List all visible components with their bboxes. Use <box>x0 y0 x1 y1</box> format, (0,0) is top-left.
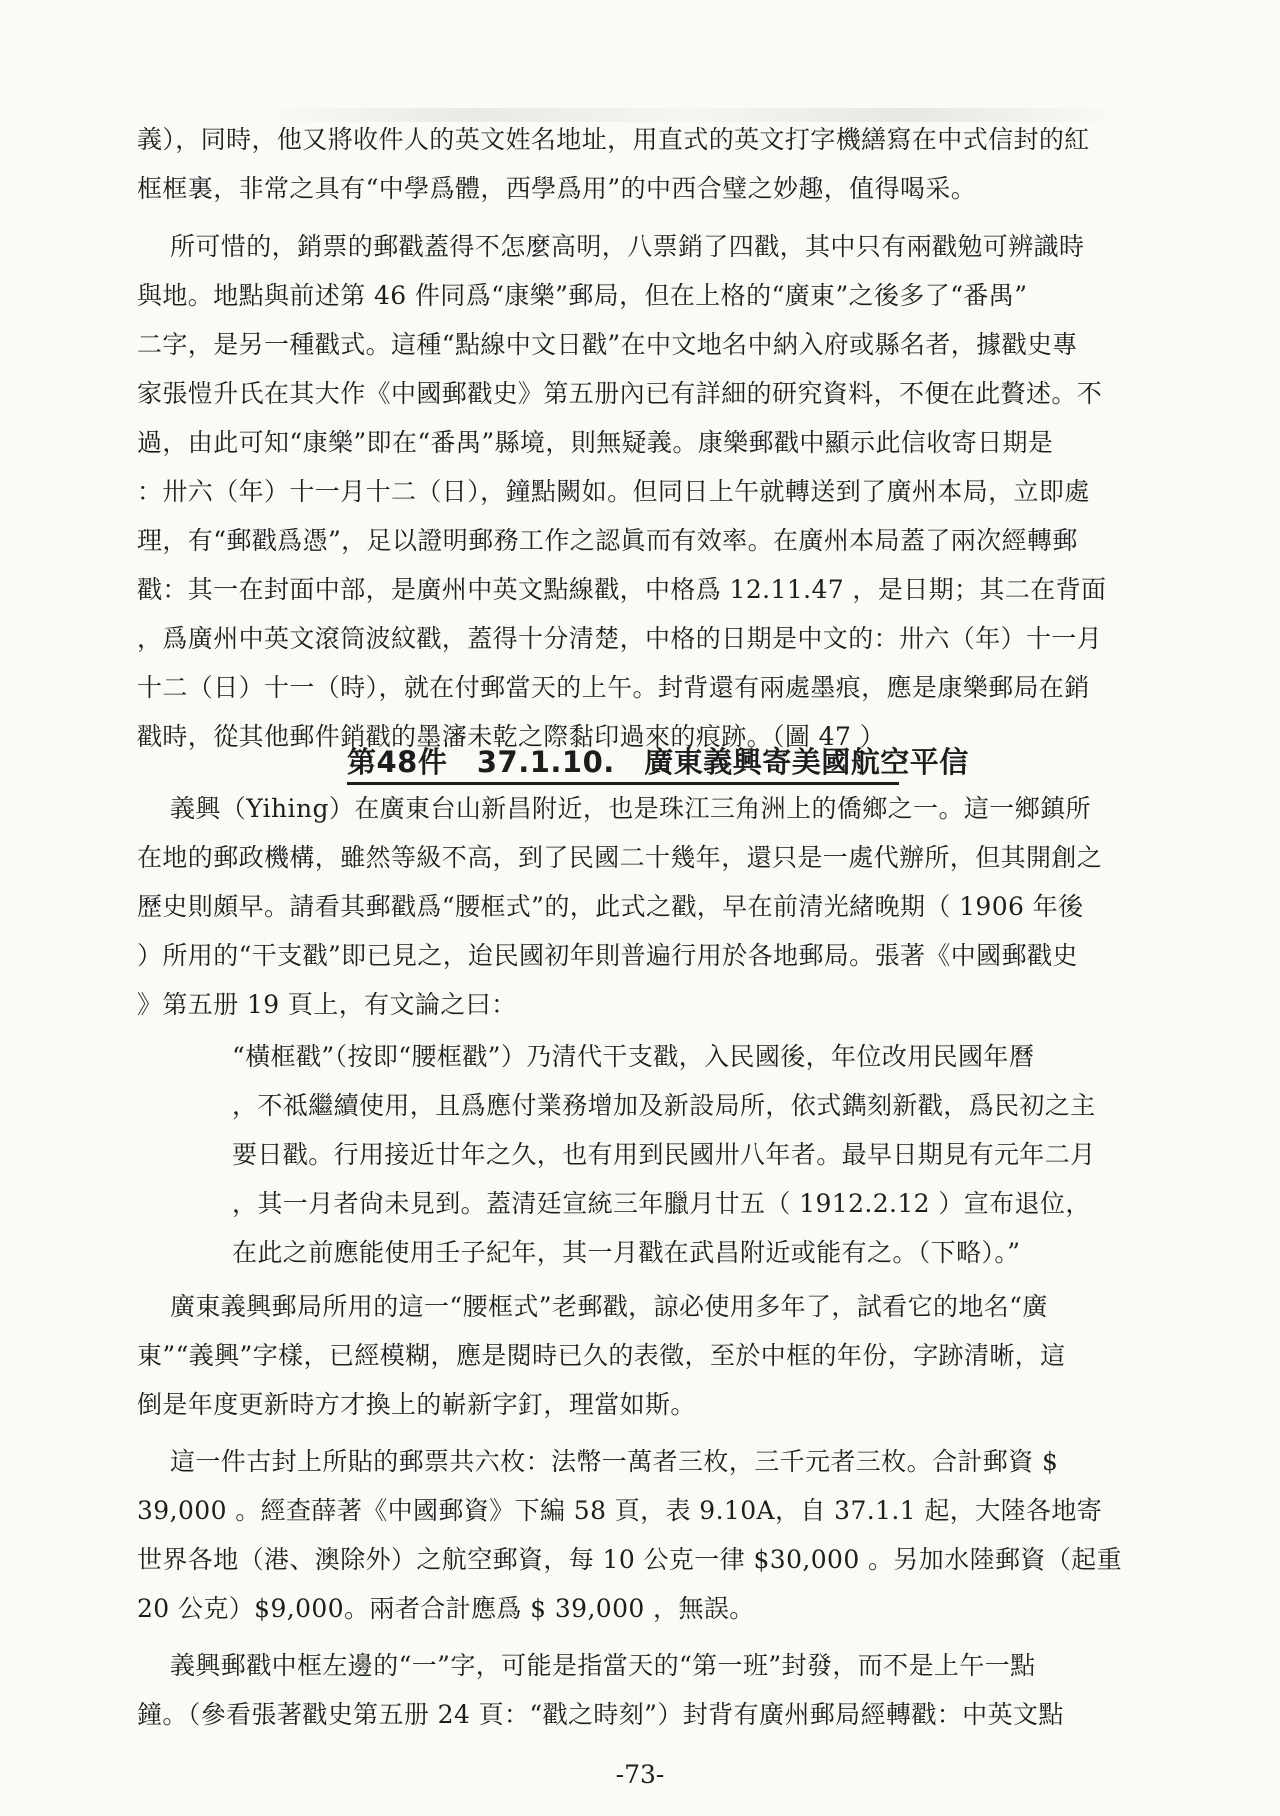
text-line: 十二（日）十一（時），就在付郵當天的上午。封背還有兩處墨痕，應是康樂郵局在銷 <box>137 673 1090 702</box>
quote-line: 在此之前應能使用壬子紀年，其一月戳在武昌附近或能有之。（下略）。” <box>232 1238 1021 1267</box>
text-line: 義），同時，他又將收件人的英文姓名地址，用直式的英文打字機繕寫在中式信封的紅 <box>137 125 1090 154</box>
text-line: ）所用的“干支戳”即已見之，迨民國初年則普遍行用於各地郵局。張著《中國郵戳史 <box>137 941 1078 970</box>
text-line: 東”“義興”字樣，已經模糊，應是閱時已久的表徵，至於中框的年份，字跡清晰，這 <box>137 1341 1066 1370</box>
quote-line: 要日戳。行用接近廿年之久，也有用到民國卅八年者。最早日期見有元年二月 <box>232 1140 1096 1169</box>
text-line: ：卅六（年）十一月十二（日），鐘點闕如。但同日上午就轉送到了廣州本局，立即處 <box>137 477 1090 506</box>
text-line: 39,000 。經查薛著《中國郵資》下編 58 頁，表 9.10A，自 37.1.1 起，大陸各地寄 <box>137 1496 1103 1525</box>
text-line: 義興郵戳中框左邊的“一”字，可能是指當天的“第一班”封發，而不是上午一點 <box>170 1651 1036 1680</box>
page-number: -73- <box>615 1760 665 1789</box>
text-line: 過，由此可知“康樂”即在“番禺”縣境，則無疑義。康樂郵戳中顯示此信收寄日期是 <box>137 428 1054 457</box>
text-line: 義興（Yihing）在廣東台山新昌附近，也是珠江三角洲上的僑鄉之一。這一鄉鎮所 <box>170 794 1091 823</box>
text-line: 戳時，從其他郵件銷戳的墨瀋未乾之際黏印過來的痕跡。（圖 47 ） <box>137 722 886 751</box>
heading-underline <box>347 782 899 785</box>
text-line: 在地的郵政機構，雖然等級不高，到了民國二十幾年，還只是一處代辦所，但其開創之 <box>137 843 1103 872</box>
text-line: 框框裏，非常之具有“中學爲體，西學爲用”的中西合璧之妙趣，值得喝采。 <box>137 174 977 203</box>
quote-line: ，其一月者尙未見到。蓋清廷宣統三年臘月廿五（ 1912.2.12 ）宣布退位， <box>232 1189 1091 1218</box>
text-line: 與地。地點與前述第 46 件同爲“康樂”郵局，但在上格的“廣東”之後多了“番禺” <box>137 281 1028 310</box>
bleed-through-shadow <box>255 108 1125 122</box>
text-line: 鐘。（參看張著戳史第五册 24 頁：“戳之時刻”）封背有廣州郵局經轉戳：中英文點 <box>137 1700 1064 1729</box>
text-line: 二字，是另一種戳式。這種“點線中文日戳”在中文地名中納入府或縣名者，據戳史專 <box>137 330 1078 359</box>
quote-line: “橫框戳”（按即“腰框戳”）乃清代干支戳，入民國後，年位改用民國年曆 <box>232 1042 1035 1071</box>
text-line: 倒是年度更新時方才換上的嶄新字釘，理當如斯。 <box>137 1390 696 1419</box>
quote-line: ，不祗繼續使用，且爲應付業務增加及新設局所，依式鐫刻新戳，爲民初之主 <box>232 1091 1096 1120</box>
text-line: 世界各地（港、澳除外）之航空郵資，每 10 公克一律 $30,000 。另加水陸郵資（起重 <box>137 1545 1122 1574</box>
text-line: 戳：其一在封面中部，是廣州中英文點線戳，中格爲 12.11.47 ，是日期；其二在背面 <box>137 575 1107 604</box>
text-line: ，爲廣州中英文滾筒波紋戳，蓋得十分清楚，中格的日期是中文的：卅六（年）十一月 <box>137 624 1103 653</box>
text-line: 這一件古封上所貼的郵票共六枚：法幣一萬者三枚，三千元者三枚。合計郵資 $ <box>170 1447 1059 1476</box>
text-line: 家張愷升氏在其大作《中國郵戳史》第五册內已有詳細的研究資料，不便在此贅述。不 <box>137 379 1103 408</box>
text-line: 歷史則頗早。請看其郵戳爲“腰框式”的，此式之戳，早在前清光緒晚期（ 1906 年後 <box>137 892 1084 921</box>
text-line: 理，有“郵戳爲憑”，足以證明郵務工作之認眞而有效率。在廣州本局蓋了兩次經轉郵 <box>137 526 1078 555</box>
text-line: 20 公克）$9,000。兩者合計應爲 $ 39,000 ，無誤。 <box>137 1594 755 1623</box>
text-line: 所可惜的，銷票的郵戳蓋得不怎麼高明，八票銷了四戳，其中只有兩戳勉可辨識時 <box>170 232 1085 261</box>
text-line: 廣東義興郵局所用的這一“腰框式”老郵戳，諒必使用多年了，試看它的地名“廣 <box>170 1292 1048 1321</box>
section-heading: 第48件 37.1.10. 廣東義興寄美國航空平信 <box>347 745 969 779</box>
text-line: 》第五册 19 頁上，有文論之曰： <box>137 990 517 1019</box>
